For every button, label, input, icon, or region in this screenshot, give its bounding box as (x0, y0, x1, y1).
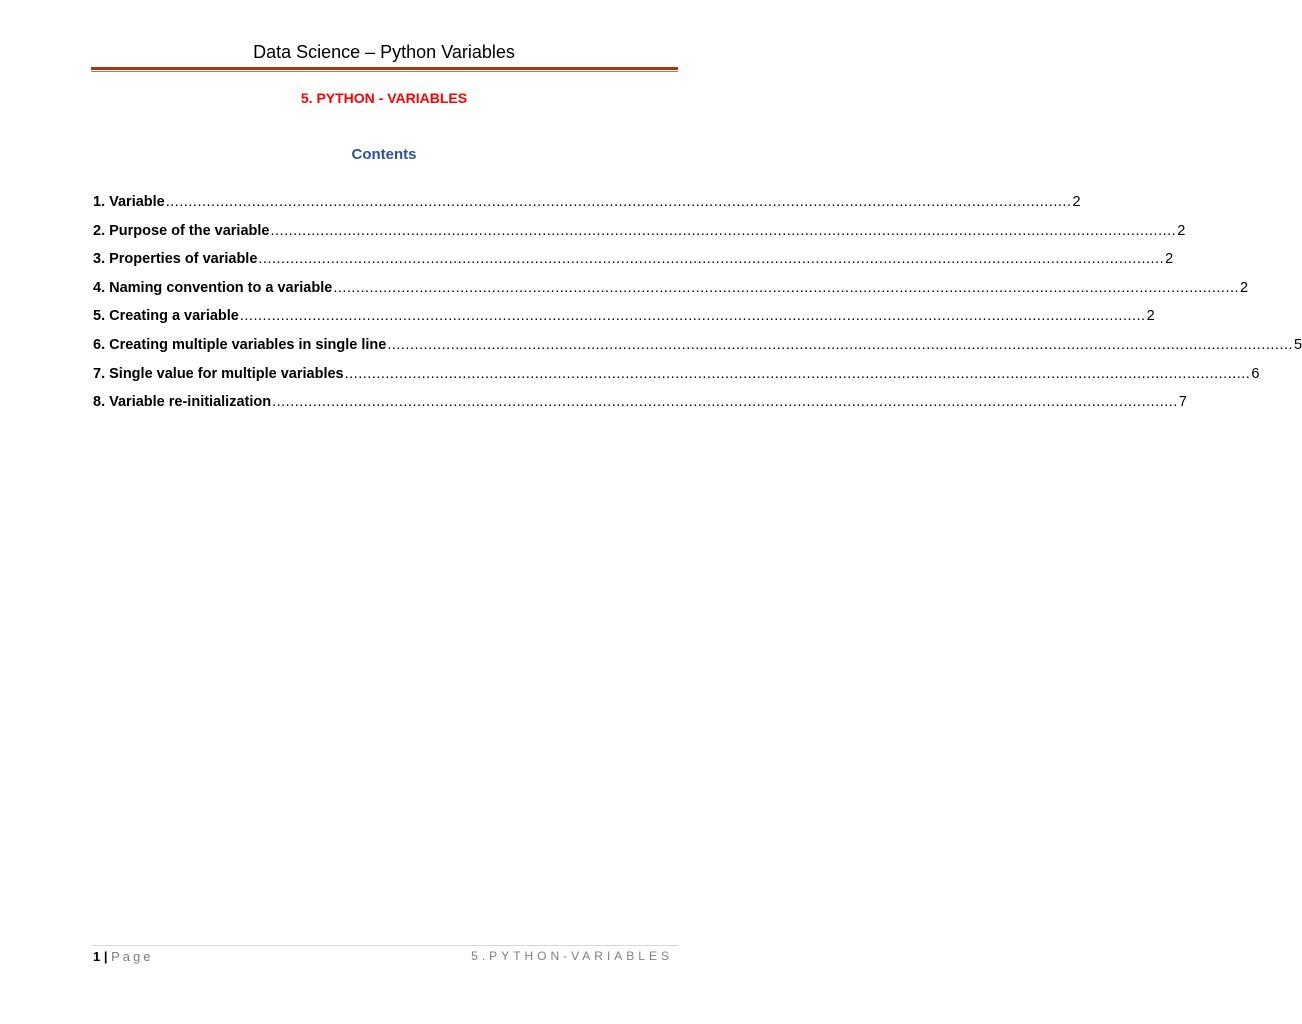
toc-dot-leader: ........................................................................................................................................................................................................ (333, 279, 1240, 296)
chapter-title: 5. PYTHON - VARIABLES (300, 90, 468, 106)
header-rule-thin (91, 71, 678, 72)
toc-entry-label: 8. Variable re-initialization (93, 394, 272, 411)
toc-entry-page: 2 (1240, 279, 1249, 296)
toc-entry[interactable] (93, 336, 1302, 366)
toc-entry-page: 2 (1146, 308, 1155, 325)
toc-entry-label: 2. Purpose of the variable (93, 222, 270, 239)
toc-entry-page: 2 (1165, 251, 1174, 268)
footer-chapter-label: 5.PYTHON-VARIABLES (471, 949, 673, 963)
toc-dot-leader: ........................................................................................................................................................................................................ (239, 308, 1146, 325)
toc-entry[interactable] (93, 365, 1260, 395)
footer-rule (91, 945, 678, 946)
toc-entry[interactable] (93, 194, 1081, 223)
footer-page-word: Page (111, 949, 154, 964)
toc-entry-label: 4. Naming convention to a variable (93, 279, 333, 296)
toc-dot-leader: ........................................................................................................................................................................................................ (258, 251, 1165, 268)
toc-dot-leader: ........................................................................................................................................................................................................ (165, 194, 1072, 210)
header-rule (91, 67, 678, 73)
toc-entry-label: 3. Properties of variable (93, 251, 258, 268)
toc-entry-label: 1. Variable (93, 194, 165, 210)
toc-entry[interactable] (93, 308, 1155, 337)
toc-entry-page: 2 (1072, 194, 1081, 210)
footer-separator: | (100, 949, 112, 964)
toc-entry-page: 7 (1178, 394, 1187, 411)
toc-entry-label: 7. Single value for multiple variables (93, 365, 344, 382)
footer-page-number: 1 (93, 949, 101, 964)
toc-entry-label: 5. Creating a variable (93, 308, 239, 325)
toc-entry-page: 6 (1251, 365, 1260, 382)
toc-entry[interactable] (93, 251, 1174, 280)
toc-dot-leader: ........................................................................................................................................................................................................ (272, 394, 1178, 411)
toc-entry-page: 2 (1177, 222, 1186, 239)
toc-dot-leader: ........................................................................................................................................................................................................ (344, 365, 1251, 382)
toc-entry-page: 5 (1294, 336, 1302, 353)
table-of-contents (93, 194, 1302, 423)
toc-entry-label: 6. Creating multiple variables in single line (93, 336, 387, 353)
footer-page-label (93, 949, 153, 964)
toc-entry[interactable] (93, 279, 1249, 309)
toc-dot-leader: ........................................................................................................................................................................................................ (270, 222, 1177, 239)
page-header: Data Science – Python Variables (253, 42, 515, 62)
toc-dot-leader: ........................................................................................................................................................................................................ (387, 336, 1294, 353)
header-rule-thick (91, 67, 678, 70)
toc-entry[interactable] (93, 394, 1187, 423)
toc-entry[interactable] (93, 222, 1186, 252)
contents-heading: Contents (351, 146, 417, 163)
